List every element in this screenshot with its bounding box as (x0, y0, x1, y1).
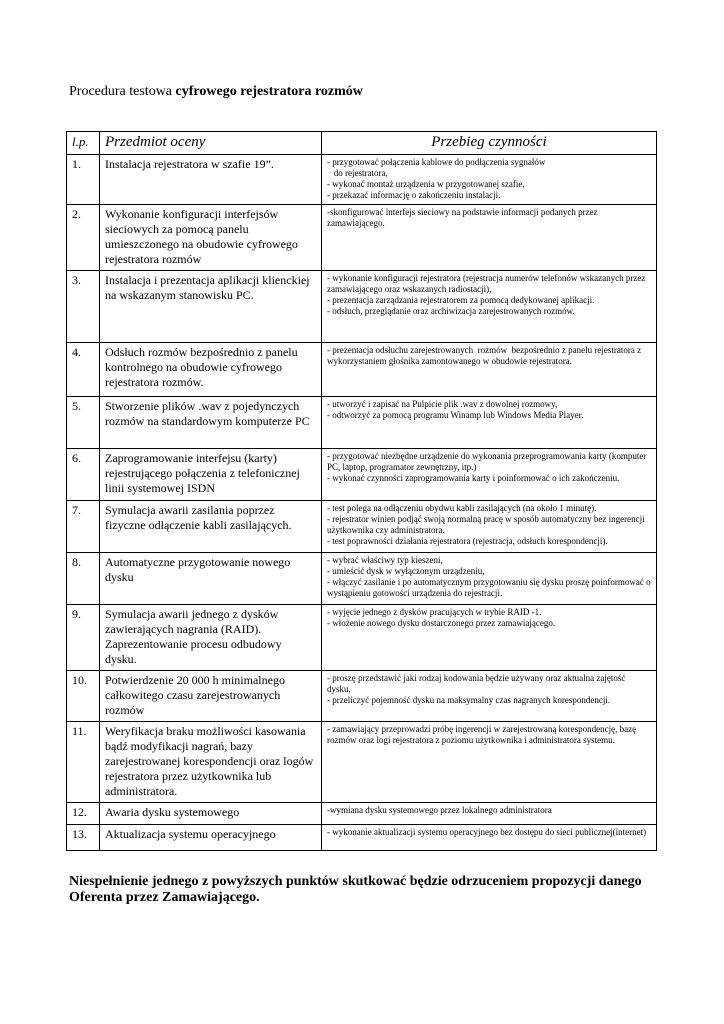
table-row (67, 803, 657, 825)
table-row (67, 825, 657, 851)
row-number: 6. (67, 449, 100, 501)
description-line: -wymiana dysku systemowego przez lokalnego administratora (327, 805, 552, 815)
row-number: 5. (67, 397, 100, 449)
description-line: - odtworzyć za pomocą programu Winamp lub Windows Media Player. (327, 410, 584, 420)
table-row (67, 605, 657, 671)
row-description (322, 449, 657, 501)
table-header-row (67, 132, 657, 155)
description-line: - włączyć zasilanie i po automatycznym przygotowaniu się dysku proszę poinformować o wystąpieniu gotowości urządzenia do rejestracji. (327, 577, 653, 598)
description-line: - przygotować połączenia kablowe do podłączenia sygnałów (327, 157, 546, 167)
table-row (67, 501, 657, 553)
table-row (67, 397, 657, 449)
table-row (67, 449, 657, 501)
title-bold: cyfrowego rejestratora rozmów (175, 84, 363, 99)
test-procedure-table (66, 131, 657, 851)
description-line: - proszę przedstawić jaki rodzaj kodowania będzie używany oraz aktualna zajętość dysku, (327, 673, 628, 694)
row-description (322, 271, 657, 343)
row-description (322, 671, 657, 722)
description-line: - umieścić dysk w wyłączonym urządzeniu, (327, 566, 485, 576)
row-number: 9. (67, 605, 100, 671)
row-subject: Awaria dysku systemowego (100, 803, 322, 825)
description-line: - wybrać właściwy typ kieszeni, (327, 555, 443, 565)
description-line: - wykonanie konfiguracji rejestratora (rejestracja numerów telefonów wskazanych przez zamawiającego oraz wskazanych radiostacji), (327, 273, 648, 294)
description-line: - utworzyć i zapisać na Pulpicie plik .wav z dowolnej rozmowy, (327, 399, 558, 409)
row-subject: Stworzenie plików .wav z pojedynczych rozmów na standardowym komputerze PC (100, 397, 322, 449)
row-description (322, 803, 657, 825)
table-row (67, 553, 657, 605)
row-subject: Instalacja rejestratora w szafie 19”. (100, 155, 322, 205)
row-number: 3. (67, 271, 100, 343)
footer-note: Niespełnienie jednego z powyższych punktów skutkować będzie odrzuceniem propozycji danego Oferenta przez Zamawiającego. (69, 874, 642, 905)
row-description (322, 397, 657, 449)
header-lp: l.p. (67, 132, 100, 155)
row-subject: Aktualizacja systemu operacyjnego (100, 825, 322, 851)
description-line: - wykonać czynności zaprogramowania karty i poinformować o ich zakończeniu. (327, 473, 620, 483)
table-row (67, 671, 657, 722)
row-number: 2. (67, 205, 100, 271)
title-prefix: Procedura testowa (69, 84, 176, 99)
row-description (322, 605, 657, 671)
description-line: - odsłuch, przeglądanie oraz archiwizacja zarejestrowanych rozmów. (327, 306, 575, 316)
row-number: 12. (67, 803, 100, 825)
description-line: -skonfigurować interfejs sieciowy na podstawie informacji podanych przez zamawiającego. (327, 207, 600, 228)
row-number: 8. (67, 553, 100, 605)
table-row (67, 343, 657, 397)
description-line: - prezentacja zarządzania rejestratorem za pomocą dedykowanej aplikacji. (327, 295, 595, 305)
description-line: - przekazać informację o zakończeniu instalacji. (327, 190, 501, 200)
row-subject: Potwierdzenie 20 000 h minimalnego całkowitego czasu zarejestrowanych rozmów (100, 671, 322, 722)
row-number: 4. (67, 343, 100, 397)
description-line: - test polega na odłączeniu obydwu kabli zasilających (na około 1 minutę). (327, 503, 597, 513)
row-subject: Symulacja awarii jednego z dysków zawierających nagrania (RAID). Zaprezentowanie procesu odbudowy dysku. (100, 605, 322, 671)
row-number: 7. (67, 501, 100, 553)
row-description (322, 825, 657, 851)
row-subject: Instalacja i prezentacja aplikacji klienckiej na wskazanym stanowisku PC. (100, 271, 322, 343)
table-row (67, 722, 657, 803)
description-line: - wyjęcie jednego z dysków pracujących w trybie RAID -1. (327, 607, 542, 617)
row-subject: Symulacja awarii zasilania poprzez fizyczne odłączenie kabli zasilających. (100, 501, 322, 553)
row-number: 10. (67, 671, 100, 722)
description-line: - prezentacja odsłuchu zarejestrowanych rozmów bezpośrednio z panelu rejestratora z wykorzystaniem głośnika zamontowanego w obudowie rejestratora. (327, 345, 644, 366)
header-subject: Przedmiot oceny (100, 132, 322, 155)
table-row (67, 205, 657, 271)
description-line: - włożenie nowego dysku dostarczonego przez zamawiającego. (327, 618, 556, 628)
description-line: do rejestratora, (327, 168, 388, 178)
row-description (322, 155, 657, 205)
description-line: - rejestrator winien podjąć swoją normalną pracę w sposób automatyczny bez ingerencji użytkownika czy administratora. (327, 514, 647, 535)
row-subject: Zaprogramowanie interfejsu (karty) rejestrującego połączenia z telefonicznej linii systemowej ISDN (100, 449, 322, 501)
row-description (322, 205, 657, 271)
description-line: - przeliczyć pojemność dysku na maksymalny czas nagranych korespondencji. (327, 695, 611, 705)
header-process: Przebieg czynności (322, 132, 657, 155)
table-row (67, 155, 657, 205)
description-line: - przygotować niezbędne urządzenie do wykonania przeprogramowania karty (komputer PC, laptop, programator zewnętrzny, itp.) (327, 451, 649, 472)
table-row (67, 271, 657, 343)
description-line: - wykonać montaż urządzenia w przygotowanej szafie, (327, 179, 525, 189)
description-line: - wykonanie aktualizacji systemu operacyjnego bez dostępu do sieci publicznej(internet) (327, 827, 647, 837)
row-description (322, 722, 657, 803)
row-description (322, 553, 657, 605)
row-subject: Odsłuch rozmów bezpośrednio z panelu kontrolnego na obudowie cyfrowego rejestratora rozmów. (100, 343, 322, 397)
row-subject: Wykonanie konfiguracji interfejsów sieciowych za pomocą panelu umieszczonego na obudowie cyfrowego rejestratora rozmów (100, 205, 322, 271)
row-description (322, 343, 657, 397)
description-line: - zamawiający przeprowadzi próbę ingerencji w zarejestrowaną korespondencję, bazę rozmów oraz logi rejestratora z poziomu użytkownika i administratora systemu. (327, 724, 639, 745)
description-line: - test poprawności działania rejestratora (rejestracja, odsłuch korespondencji). (327, 536, 608, 546)
row-description (322, 501, 657, 553)
row-subject: Weryfikacja braku możliwości kasowania bądź modyfikacji nagrań, bazy zarejestrowanej korespondencji oraz logów rejestratora przez użytkownika lub administratora. (100, 722, 322, 803)
row-number: 1. (67, 155, 100, 205)
row-number: 11. (67, 722, 100, 803)
row-subject: Automatyczne przygotowanie nowego dysku (100, 553, 322, 605)
row-number: 13. (67, 825, 100, 851)
page-title (69, 84, 363, 100)
